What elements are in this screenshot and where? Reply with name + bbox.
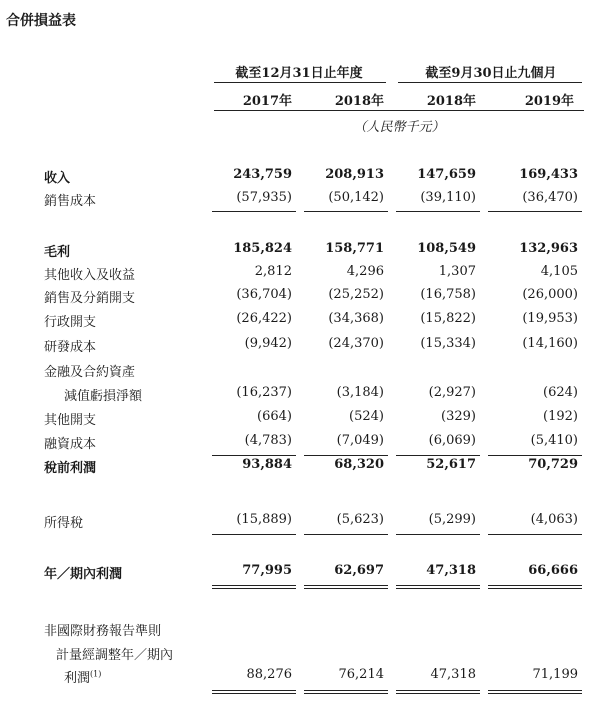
row-value: 4,105 — [540, 264, 578, 279]
header-year-2019-9m: 2019年 — [524, 94, 574, 109]
row-value: (15,334) — [420, 336, 476, 351]
row-label-text: 其他開支 — [44, 413, 97, 428]
header-group-fiscal-year: 截至12月31日止年度 — [235, 66, 363, 81]
row-value: (16,758) — [420, 287, 476, 302]
row-value: 71,199 — [532, 667, 578, 682]
row-value: 147,659 — [417, 167, 476, 182]
row-label — [44, 361, 135, 380]
row-label — [44, 620, 161, 639]
subtotal-rule — [304, 534, 388, 535]
total-double-rule — [304, 690, 388, 694]
row-label-text: 毛利 — [44, 245, 71, 260]
row-label-text: 非國際財務報告準則 — [44, 624, 162, 639]
row-value: (4,063) — [530, 512, 578, 527]
row-label-text: 計量經調整年／期內 — [56, 648, 174, 663]
subtotal-rule — [212, 534, 296, 535]
row-value: (26,000) — [522, 287, 578, 302]
row-value: (50,142) — [328, 190, 384, 205]
row-label-text: 所得稅 — [44, 516, 84, 531]
subtotal-rule — [396, 455, 480, 456]
row-label — [44, 433, 96, 452]
row-value: (524) — [349, 409, 384, 424]
row-value: (16,237) — [236, 385, 292, 400]
row-label — [44, 167, 70, 186]
row-value: 76,214 — [338, 667, 384, 682]
row-value: 243,759 — [233, 167, 292, 182]
statement-title: 合併損益表 — [6, 13, 76, 29]
total-double-rule — [304, 585, 388, 589]
subtotal-rule — [304, 455, 388, 456]
row-value: 68,320 — [334, 457, 384, 472]
subtotal-rule — [488, 455, 582, 456]
row-value: (7,049) — [336, 433, 384, 448]
row-value: (57,935) — [236, 190, 292, 205]
row-value: (192) — [543, 409, 578, 424]
row-value: (14,160) — [522, 336, 578, 351]
row-value: 108,549 — [417, 241, 476, 256]
row-value: 62,697 — [334, 563, 384, 578]
row-label — [44, 336, 96, 355]
row-value: 158,771 — [325, 241, 384, 256]
row-value: (36,470) — [522, 190, 578, 205]
row-value: 66,666 — [528, 563, 578, 578]
row-value: 2,812 — [254, 264, 292, 279]
row-label-text: 銷售成本 — [44, 194, 97, 209]
row-value: (34,368) — [328, 311, 384, 326]
row-label-text: 收入 — [44, 171, 71, 186]
row-label — [64, 667, 101, 686]
total-double-rule — [212, 585, 296, 589]
row-label-text: 其他收入及收益 — [44, 268, 136, 283]
row-value: (4,783) — [244, 433, 292, 448]
total-double-rule — [488, 690, 582, 694]
row-label-text: 行政開支 — [44, 315, 97, 330]
row-value: 208,913 — [325, 167, 384, 182]
subtotal-rule — [212, 211, 296, 212]
row-label — [44, 563, 122, 582]
row-label-text: 減值虧損淨額 — [64, 389, 143, 404]
row-value: 185,824 — [233, 241, 292, 256]
subtotal-rule — [212, 455, 296, 456]
row-label — [44, 287, 135, 306]
subtotal-rule — [304, 211, 388, 212]
subtotal-rule — [396, 534, 480, 535]
subtotal-rule — [488, 211, 582, 212]
row-value: (25,252) — [328, 287, 384, 302]
row-label-text: 研發成本 — [44, 340, 97, 355]
row-value: 70,729 — [528, 457, 578, 472]
row-label — [44, 512, 83, 531]
subtotal-rule — [396, 211, 480, 212]
row-value: (5,410) — [530, 433, 578, 448]
row-value: 4,296 — [346, 264, 384, 279]
row-label-text: 金融及合約資產 — [44, 365, 136, 380]
row-value: 169,433 — [519, 167, 578, 182]
row-value: (24,370) — [328, 336, 384, 351]
row-label-text: 年／期內利潤 — [44, 567, 123, 582]
row-value: (15,822) — [420, 311, 476, 326]
total-double-rule — [488, 585, 582, 589]
row-label — [44, 457, 96, 476]
currency-unit: （人民幣千元） — [353, 120, 445, 135]
header-year-rule — [214, 110, 584, 111]
row-label — [44, 241, 70, 260]
row-label-text: 稅前利潤 — [44, 461, 97, 476]
row-value: 132,963 — [519, 241, 578, 256]
row-value: 77,995 — [242, 563, 292, 578]
header-group-nine-months: 截至9月30日止九個月 — [425, 66, 557, 81]
row-value: 1,307 — [438, 264, 476, 279]
row-value: (26,422) — [236, 311, 292, 326]
total-double-rule — [396, 585, 480, 589]
subtotal-rule — [488, 534, 582, 535]
row-value: 47,318 — [430, 667, 476, 682]
header-group-rule-left — [214, 82, 386, 83]
row-value: (39,110) — [420, 190, 476, 205]
row-value: (5,299) — [428, 512, 476, 527]
row-value: (9,942) — [244, 336, 292, 351]
row-label — [44, 409, 96, 428]
row-label — [44, 264, 135, 283]
row-value: 52,617 — [426, 457, 476, 472]
row-value: (664) — [257, 409, 292, 424]
row-label-text: 融資成本 — [44, 437, 97, 452]
row-value: (2,927) — [428, 385, 476, 400]
row-value: (19,953) — [522, 311, 578, 326]
row-value: 47,318 — [426, 563, 476, 578]
row-label-text: 銷售及分銷開支 — [44, 291, 136, 306]
row-value: (329) — [441, 409, 476, 424]
row-label — [64, 385, 142, 404]
header-year-2017: 2017年 — [242, 94, 292, 109]
header-group-rule-right — [398, 82, 582, 83]
row-value: 88,276 — [246, 667, 292, 682]
row-label-text: 利潤 — [64, 671, 91, 686]
row-label — [44, 190, 96, 209]
total-double-rule — [212, 690, 296, 694]
row-value: (5,623) — [336, 512, 384, 527]
row-label — [44, 311, 96, 330]
row-value: (624) — [543, 385, 578, 400]
row-value: (36,704) — [236, 287, 292, 302]
row-value: (15,889) — [236, 512, 292, 527]
header-year-2018-9m: 2018年 — [426, 94, 476, 109]
row-label — [56, 644, 173, 663]
row-value: (6,069) — [428, 433, 476, 448]
row-value: 93,884 — [242, 457, 292, 472]
footnote-marker: (1) — [90, 669, 102, 679]
row-value: (3,184) — [336, 385, 384, 400]
header-year-2018-fy: 2018年 — [334, 94, 384, 109]
total-double-rule — [396, 690, 480, 694]
